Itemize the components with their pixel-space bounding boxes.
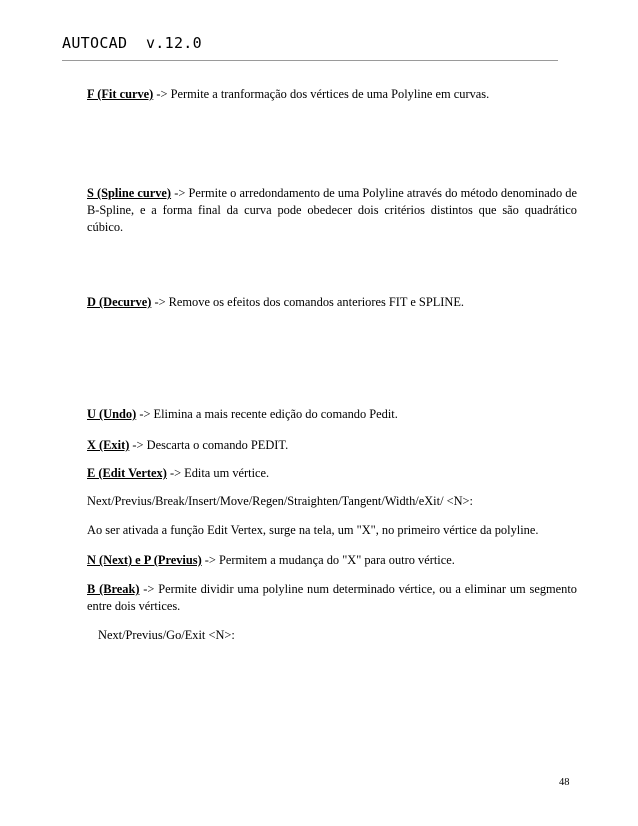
page-header: AUTOCAD v.12.0	[62, 34, 202, 52]
term-break: B (Break)	[87, 582, 140, 596]
term-decurve: D (Decurve)	[87, 295, 152, 309]
desc-spline-curve: -> Permite o arredondamento de uma Polyline através do método denominado de B-Spline, e a forma final da curva pode obedecer dois critérios distintos que são quadrático cúbico.	[87, 186, 577, 234]
desc-exit: -> Descarta o comando PEDIT.	[129, 438, 289, 452]
paragraph-fit-curve	[87, 86, 577, 103]
paragraph-spline-curve	[87, 185, 577, 236]
paragraph-decurve	[87, 294, 577, 311]
paragraph-break-prompt: Next/Previus/Go/Exit <N>:	[98, 628, 235, 642]
paragraph-edit-vertex	[87, 465, 577, 482]
paragraph-undo	[87, 406, 577, 423]
desc-next-previus: -> Permitem a mudança do "X" para outro vértice.	[201, 553, 455, 567]
header-rule	[62, 60, 558, 61]
desc-fit-curve: -> Permite a tranformação dos vértices de uma Polyline em curvas.	[153, 87, 490, 101]
term-spline-curve: S (Spline curve)	[87, 186, 172, 200]
desc-decurve: -> Remove os efeitos dos comandos anteriores FIT e SPLINE.	[151, 295, 465, 309]
paragraph-exit	[87, 437, 577, 454]
paragraph-edit-vertex-note: Ao ser ativada a função Edit Vertex, surge na tela, um "X", no primeiro vértice da polyline.	[87, 523, 539, 537]
term-edit-vertex: E (Edit Vertex)	[87, 466, 167, 480]
paragraph-next-previus	[87, 552, 577, 569]
term-fit-curve: F (Fit curve)	[87, 87, 154, 101]
paragraph-edit-vertex-prompt: Next/Previus/Break/Insert/Move/Regen/Straighten/Tangent/Width/eXit/ <N>:	[87, 494, 473, 508]
desc-edit-vertex: -> Edita um vértice.	[166, 466, 270, 480]
desc-break: -> Permite dividir uma polyline num determinado vértice, ou a eliminar um segmento entre dois vértices.	[87, 582, 577, 613]
paragraph-break	[87, 581, 577, 615]
term-undo: U (Undo)	[87, 407, 137, 421]
term-exit: X (Exit)	[87, 438, 130, 452]
term-next-previus: N (Next) e P (Previus)	[87, 553, 202, 567]
page-number: 48	[559, 777, 570, 788]
desc-undo: -> Elimina a mais recente edição do comando Pedit.	[136, 407, 398, 421]
